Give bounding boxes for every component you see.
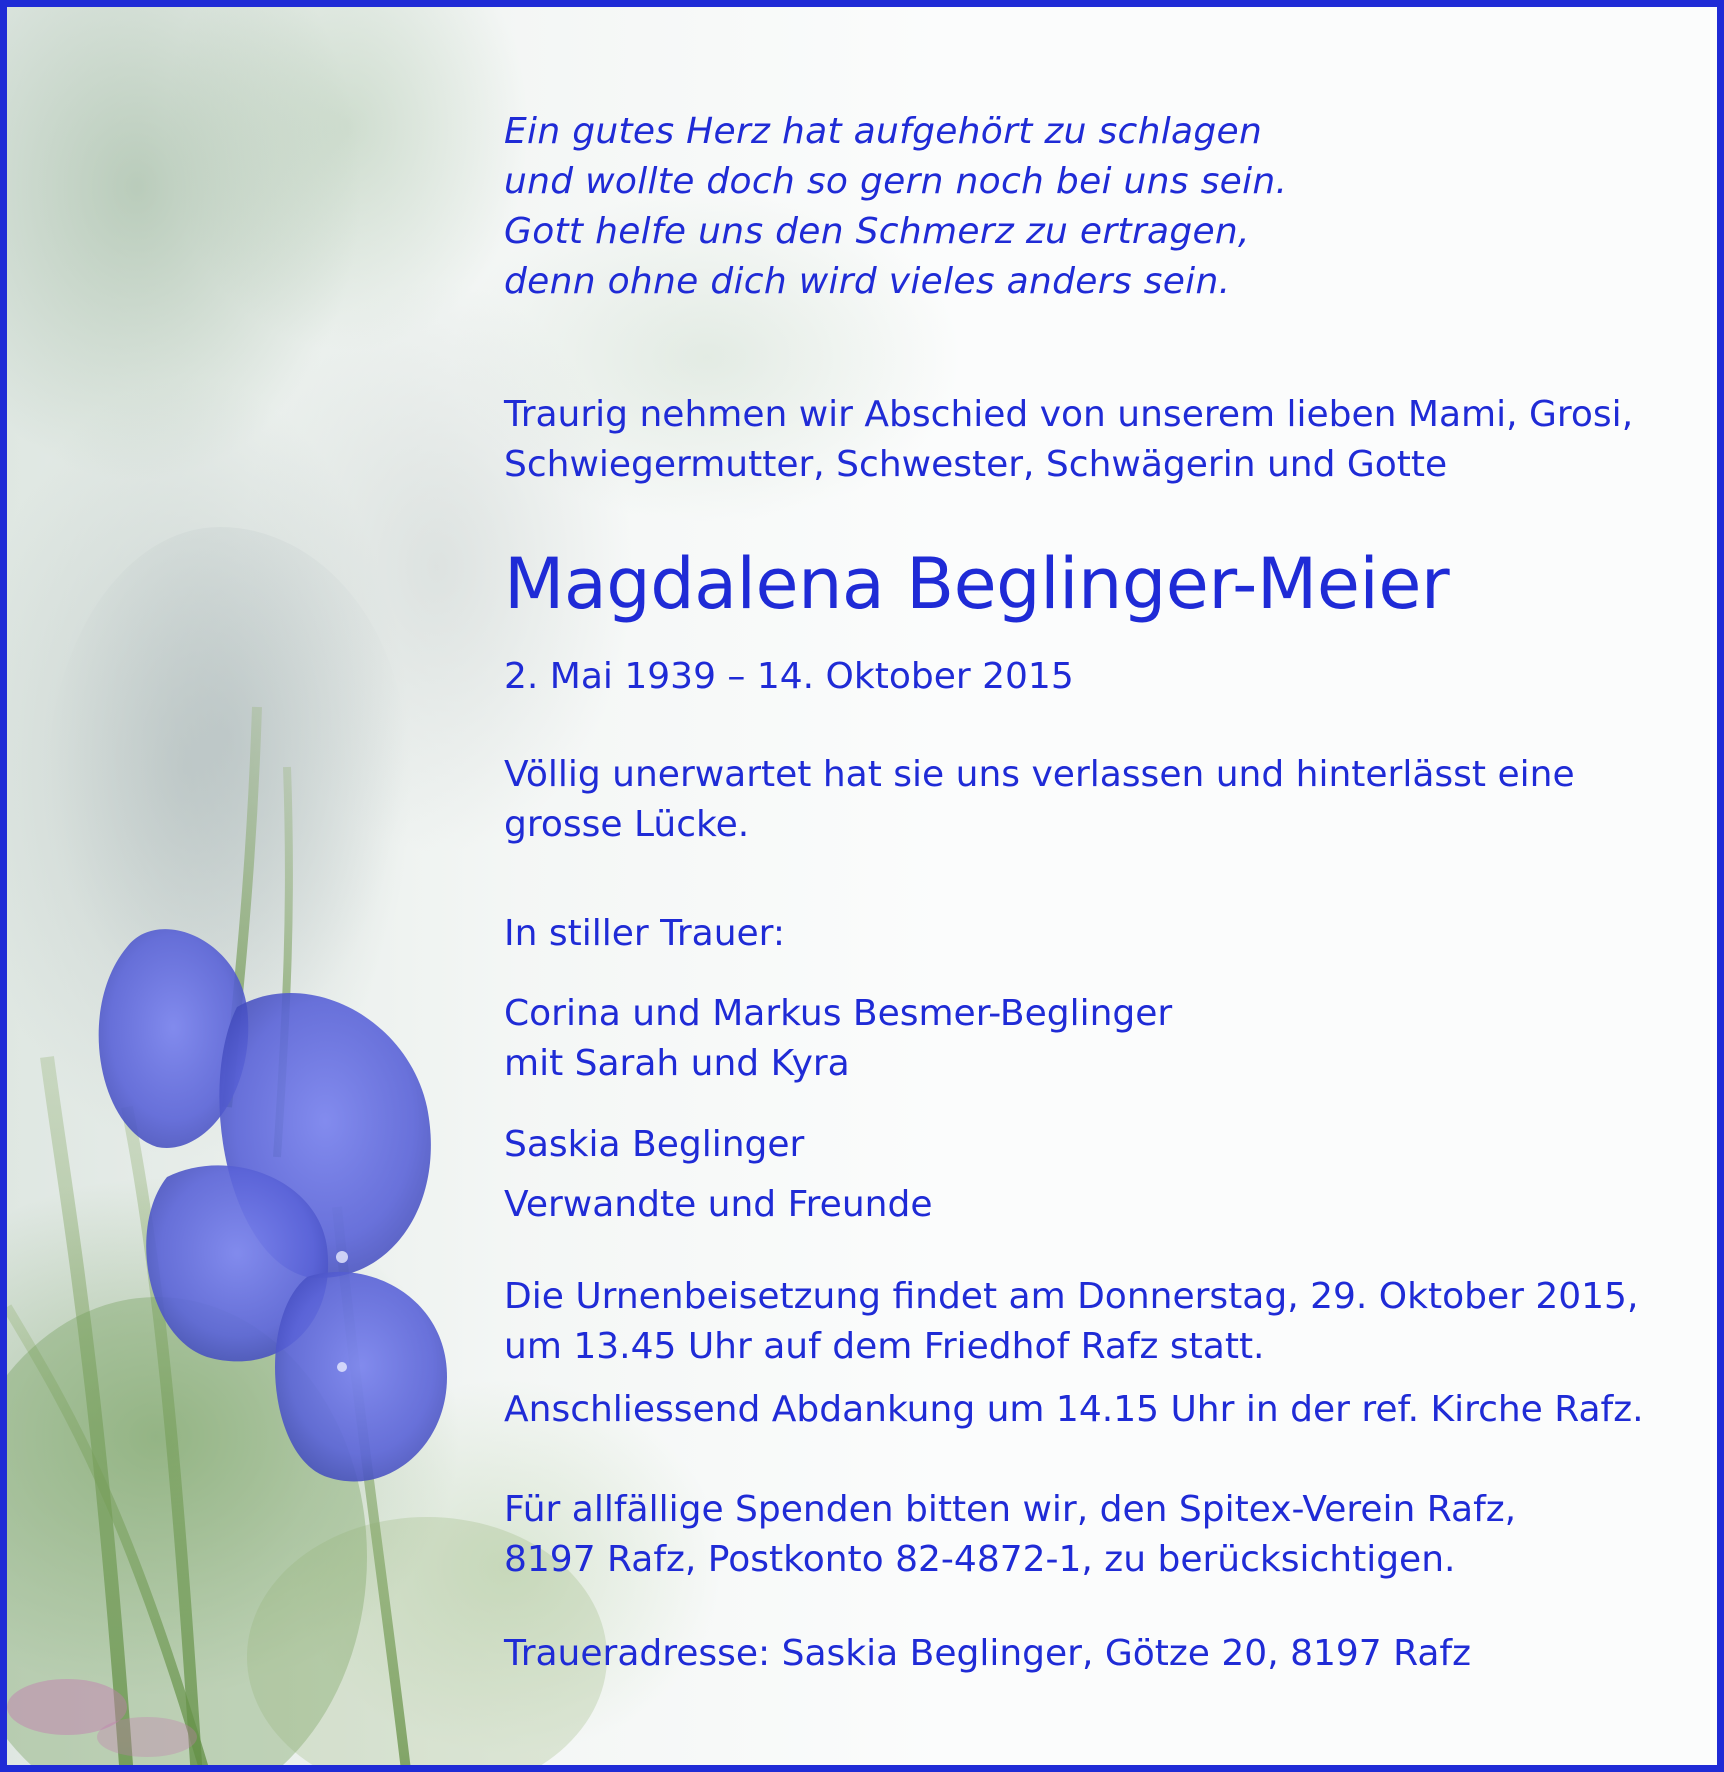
poem bbox=[504, 107, 1287, 307]
mourner-line: Corina und Markus Besmer-Beglinger bbox=[504, 993, 1173, 1034]
donation-line: Für allfällige Spenden bitten wir, den Spitex-Verein Rafz, bbox=[504, 1489, 1517, 1530]
message-line: Völlig unerwartet hat sie uns verlassen und hinterlässt eine bbox=[504, 754, 1575, 795]
farewell-intro bbox=[504, 390, 1633, 490]
life-dates: 2. Mai 1939 – 14. Oktober 2015 bbox=[504, 656, 1074, 697]
service-info bbox=[504, 1272, 1638, 1372]
intro-line: Traurig nehmen wir Abschied von unserem lieben Mami, Grosi, bbox=[504, 394, 1634, 435]
donation-line: 8197 Rafz, Postkonto 82-4872-1, zu berücksichtigen. bbox=[504, 1539, 1456, 1580]
mourner-family bbox=[504, 989, 1172, 1089]
abdankung-info: Anschliessend Abdankung um 14.15 Uhr in der ref. Kirche Rafz. bbox=[504, 1389, 1644, 1430]
mourner-family: Saskia Beglinger bbox=[504, 1124, 805, 1165]
poem-line: denn ohne dich wird vieles anders sein. bbox=[504, 261, 1231, 302]
donation-info bbox=[504, 1485, 1516, 1585]
poem-line: Gott helfe uns den Schmerz zu ertragen, bbox=[504, 211, 1250, 252]
service-line: um 13.45 Uhr auf dem Friedhof Rafz statt. bbox=[504, 1326, 1265, 1367]
service-line: Die Urnenbeisetzung findet am Donnerstag, 29. Oktober 2015, bbox=[504, 1276, 1639, 1317]
message-line: grosse Lücke. bbox=[504, 804, 750, 845]
intro-line: Schwiegermutter, Schwester, Schwägerin und Gotte bbox=[504, 444, 1448, 485]
deceased-name: Magdalena Beglinger-Meier bbox=[504, 543, 1450, 625]
mourning-address: Traueradresse: Saskia Beglinger, Götze 20, 8197 Rafz bbox=[504, 1633, 1471, 1674]
mourner-line: mit Sarah und Kyra bbox=[504, 1043, 850, 1084]
loss-message bbox=[504, 750, 1575, 850]
poem-line: und wollte doch so gern noch bei uns sein. bbox=[504, 161, 1288, 202]
mourner-relatives: Verwandte und Freunde bbox=[504, 1184, 933, 1225]
mourners-heading: In stiller Trauer: bbox=[504, 913, 785, 954]
poem-line: Ein gutes Herz hat aufgehört zu schlagen bbox=[504, 111, 1263, 152]
